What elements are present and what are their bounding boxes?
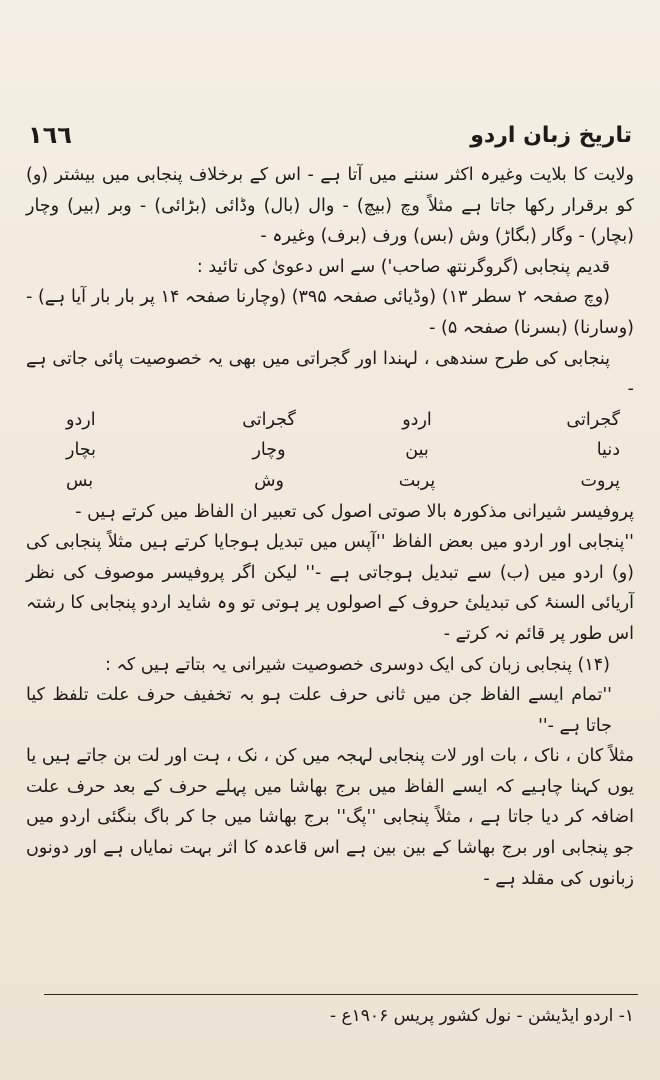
comparison-table <box>26 405 634 497</box>
comparison-row <box>26 435 634 466</box>
comparison-cell: اردو <box>66 409 96 430</box>
comparison-header-row <box>26 405 634 436</box>
comparison-cell: پروت <box>580 470 620 491</box>
comparison-cell: بس <box>66 470 94 491</box>
comparison-cell: گجراتی <box>242 409 296 430</box>
comparison-cell: وش <box>254 470 284 491</box>
footnote-divider <box>44 994 638 995</box>
comparison-cell: پربت <box>398 470 436 491</box>
paragraph-9: مثلاً کان ، ناک ، بات اور لات پنجابی لہجہ میں کن ، نک ، ہت اور لت بن جاتے ہیں یا یوں کہنا چاہیے کہ ایسے الفاظ میں برج بھاشا میں پہلے حرف کے بعد حرف علت اضافہ کر دیا جاتا ہے ، مثلاً پنجابی ''پگ'' برج بھاشا میں جا کر باگ بنگئی اردو میں جو پنجابی اور برج بھاشا کے بین بین ہے اس قاعدہ کا اثر بہت نمایاں ہے اور دونوں زبانوں کی مقلد ہے - <box>26 746 634 889</box>
paragraph-1: ولایت کا بلایت وغیرہ اکثر سننے میں آتا ہے - اس کے برخلاف پنجابی میں بیشتر (و) کو برقرار رکھا جاتا ہے مثلاً وچ (بیچ) - وال (بال) وڈائی (بڑائی) - وبر (بیر) وچار (بچار) - وگار (بگاڑ) وش (بس) ورف (برف) وغیرہ - <box>26 165 634 247</box>
paragraph-3: (وچ صفحہ ۲ سطر ۱۳) (وڈیائی صفحہ ۳۹۵) (وچارنا صفحہ ۱۴ پر بار بار آیا ہے) - (وسارنا) (بسرنا) صفحہ ۵) - <box>26 287 634 338</box>
block-quote: ''تمام ایسے الفاظ جن میں ثانی حرف علت ہو بہ تخفیف حرف علت تلفظ کیا جاتا ہے -'' <box>26 685 612 736</box>
footnote: ۱- اردو ایڈیشن - نول کشور پریس ۱۹۰۶ع - <box>329 1006 634 1026</box>
comparison-cell: گجراتی <box>566 409 620 430</box>
body-text <box>26 160 634 894</box>
page-header <box>28 118 632 152</box>
paragraph-7: (۱۴) پنجابی زبان کی ایک دوسری خصوصیت شیرانی یہ بتاتے ہیں کہ : <box>105 654 610 675</box>
paragraph-5: پروفیسر شیرانی مذکورہ بالا صوتی اصول کی تعبیر ان الفاظ میں کرتے ہیں - <box>75 501 634 522</box>
comparison-cell: بین <box>405 440 429 461</box>
running-title: تاریخ زبان اردو <box>470 122 632 148</box>
comparison-cell: دنیا <box>596 440 620 461</box>
comparison-cell: اردو <box>402 409 432 430</box>
paragraph-4: پنجابی کی طرح سندھی ، لہندا اور گجراتی میں بھی یہ خصوصیت پائی جاتی ہے - <box>26 348 634 400</box>
comparison-cell: وچار <box>252 440 286 461</box>
comparison-cell: بچار <box>66 440 96 461</box>
comparison-row <box>26 466 634 497</box>
paragraph-2: قدیم پنجابی (گروگرنتھ صاحب') سے اس دعویٰ کی تائید : <box>196 256 610 277</box>
paragraph-6: ''پنجابی اور اردو میں بعض الفاظ ''آپس میں تبدیل ہوجایا کرتے ہیں مثلاً پنجابی کی (و) اردو میں (ب) سے تبدیل ہوجاتی ہے -'' لیکن اگر پروفیسر موصوف کی نظر آریائی السنۂ کی تبدیلیٔ حروف کے اصولوں پر ہوتی تو وہ شاید اردو پنجابی کا رشتہ اس طور پر قائم نہ کرتے - <box>26 532 634 644</box>
page-number: ١٦٦ <box>28 121 72 149</box>
